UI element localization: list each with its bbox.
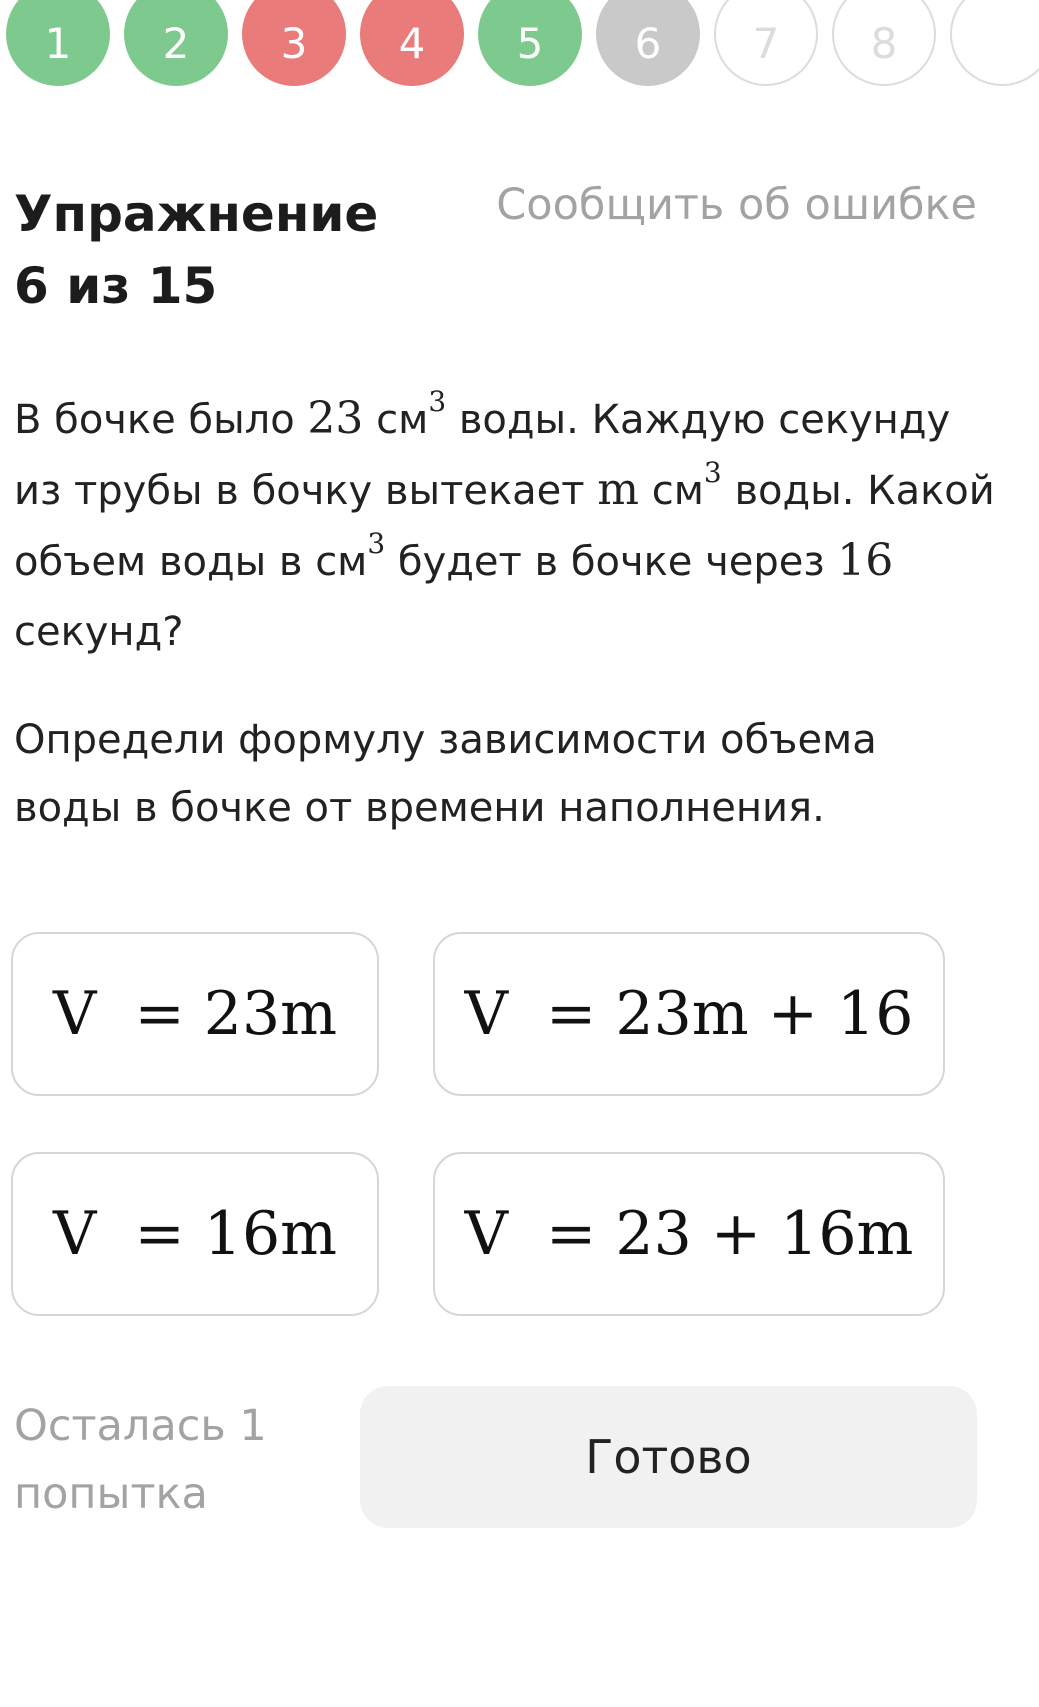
task-exponent: 3 <box>367 527 386 560</box>
task-text-fragment: будет в бочке через <box>385 539 838 585</box>
instruction-text <box>14 706 1004 842</box>
task-unit: см <box>639 468 704 514</box>
answer-option-1[interactable]: V = 23m <box>11 932 379 1096</box>
task-text-fragment: из трубы в бочку вытекает <box>14 468 598 514</box>
task-number: 23 <box>307 393 364 444</box>
attempts-line1: Осталась 1 <box>14 1401 267 1451</box>
task-line <box>14 597 1004 667</box>
task-text-fragment: воды. Какой <box>721 468 995 514</box>
task-line <box>14 455 1004 526</box>
page-title-line1: Упражнение <box>14 185 379 243</box>
instruction-line: воды в бочке от времени наполнения. <box>14 785 825 831</box>
task-variable: m <box>597 464 640 515</box>
done-button[interactable]: Готово <box>360 1386 977 1528</box>
task-line <box>14 384 1004 455</box>
answer-option-3[interactable]: V = 16m <box>11 1152 379 1316</box>
progress-dot-6[interactable]: 6 <box>596 0 700 86</box>
progress-dot-3[interactable]: 3 <box>242 0 346 86</box>
answer-option-2[interactable]: V = 23m + 16 <box>433 932 945 1096</box>
task-line <box>14 526 1004 597</box>
progress-dot-9[interactable] <box>950 0 1039 86</box>
task-exponent: 3 <box>428 385 447 418</box>
task-text-fragment: В бочке было <box>14 397 308 443</box>
progress-dots <box>6 0 1039 90</box>
task-text-fragment: объем воды в см <box>14 539 368 585</box>
page-title-line2: 6 из 15 <box>14 257 218 315</box>
task-text-fragment: воды. Каждую секунду <box>446 397 951 443</box>
progress-dot-2[interactable]: 2 <box>124 0 228 86</box>
answer-option-4[interactable]: V = 23 + 16m <box>433 1152 945 1316</box>
attempts-line2: попытка <box>14 1469 208 1519</box>
task-unit: см <box>363 397 429 443</box>
progress-dot-1[interactable]: 1 <box>6 0 110 86</box>
progress-dot-7[interactable]: 7 <box>714 0 818 86</box>
progress-dot-5[interactable]: 5 <box>478 0 582 86</box>
progress-dot-4[interactable]: 4 <box>360 0 464 86</box>
page-title <box>14 178 378 322</box>
attempts-remaining <box>14 1392 267 1528</box>
progress-dot-8[interactable]: 8 <box>832 0 936 86</box>
task-number: 16 <box>837 535 894 586</box>
task-text-fragment: секунд? <box>14 609 184 655</box>
task-exponent: 3 <box>703 456 722 489</box>
report-error-link[interactable]: Сообщить об ошибке <box>496 180 977 230</box>
instruction-line: Определи формулу зависимости объема <box>14 717 877 763</box>
task-text <box>14 384 1004 667</box>
